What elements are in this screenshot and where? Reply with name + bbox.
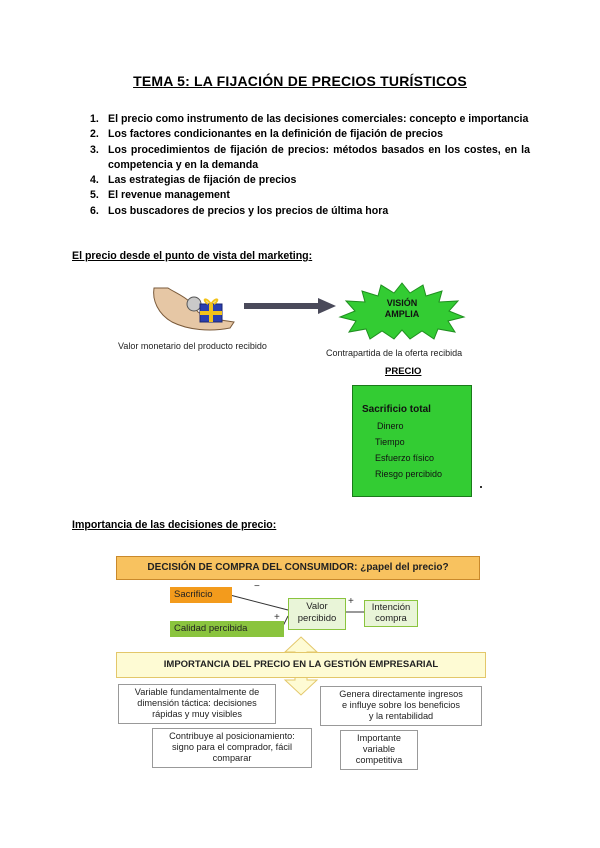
tactical-box: Variable fundamentalmente de dimensión táctica: decisiones rápidas y muy visibles — [118, 684, 276, 724]
arrow-right-icon — [244, 298, 336, 314]
right-caption: Contrapartida de la oferta recibida — [326, 348, 463, 358]
list-item: 1. El precio como instrumento de las decisiones comerciales: concepto e importancia — [90, 113, 529, 125]
minus-sign: − — [254, 581, 260, 592]
list-item: 4. Las estrategias de fijación de precios — [90, 174, 297, 187]
burst-label-line1: VISIÓN — [386, 298, 418, 308]
list-item: 6. Los buscadores de precios y los precios de última hora — [90, 204, 389, 217]
revenue-box: Genera directamente ingresos e influye sobre los beneficios y la rentabilidad — [320, 686, 482, 726]
box-item: Tiempo — [375, 437, 405, 447]
page-title: TEMA 5: LA FIJACIÓN DE PRECIOS TURÍSTICOS — [133, 73, 467, 89]
list-item: 5. El revenue management — [90, 189, 230, 202]
topic-list — [86, 112, 530, 219]
section-heading-marketing: El precio desde el punto de vista del marketing: — [72, 250, 313, 262]
competitive-box: Importante variable competitiva — [340, 730, 418, 770]
box-title: Sacrificio total — [362, 404, 431, 415]
positioning-box: Contribuye al posicionamiento: signo para el comprador, fácil comparar — [152, 728, 312, 768]
box-item: Riesgo percibido — [375, 469, 443, 479]
decision-title: DECISIÓN DE COMPRA DEL CONSUMIDOR: ¿papel del precio? — [116, 556, 480, 580]
plus-sign: + — [348, 596, 354, 607]
valor-percibido-box: Valor percibido — [288, 598, 346, 630]
section-heading-importance: Importancia de las decisiones de precio: — [72, 519, 277, 531]
box-item: Dinero — [377, 421, 404, 431]
importance-title: IMPORTANCIA DEL PRECIO EN LA GESTIÓN EMPRESARIAL — [116, 652, 486, 678]
sacrificio-total-box — [352, 385, 472, 497]
left-caption: Valor monetario del producto recibido — [118, 341, 267, 351]
list-item: 3. Los procedimientos de fijación de precios: métodos basados en los costes, en la competencia y en la demanda — [90, 143, 530, 171]
starburst-shape — [338, 282, 466, 340]
burst-label-line2: AMPLIA — [384, 309, 420, 319]
box-item: Esfuerzo físico — [375, 453, 435, 463]
dot-mark — [480, 486, 482, 488]
precio-label: PRECIO — [385, 366, 422, 377]
intencion-compra-box: Intención compra — [364, 600, 418, 627]
list-item: 2. Los factores condicionantes en la definición de fijación de precios — [90, 128, 443, 141]
calidad-box: Calidad percibida — [170, 621, 284, 637]
sacrificio-box: Sacrificio — [170, 587, 232, 603]
hand-gift-icon — [150, 278, 240, 336]
plus-sign: + — [274, 612, 280, 623]
